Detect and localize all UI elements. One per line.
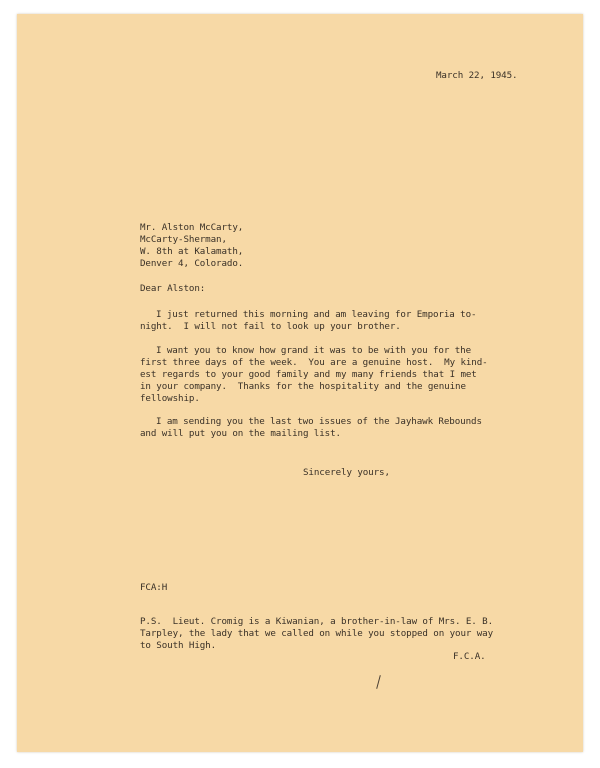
body-line: in your company. Thanks for the hospitality and the genuine: [140, 381, 466, 392]
body-line: and will put you on the mailing list.: [140, 428, 341, 439]
body-line: fellowship.: [140, 393, 200, 404]
postscript-line: to South High.: [140, 640, 217, 651]
body-line: est regards to your good family and my many friends that I met: [140, 369, 477, 380]
address-line: Mr. Alston McCarty,: [140, 222, 244, 233]
body-line: I want you to know how grand it was to be with you for the: [156, 345, 472, 356]
postscript-line: Tarpley, the lady that we called on while you stopped on your way: [140, 628, 494, 639]
closing: Sincerely yours,: [303, 467, 390, 478]
body-line: first three days of the week. You are a genuine host. My kind-: [140, 357, 488, 368]
body-line: I just returned this morning and am leaving for Emporia to-: [156, 309, 477, 320]
signature-initials: F.C.A.: [453, 651, 486, 662]
letter-date: March 22, 1945.: [436, 70, 518, 81]
postscript-line: P.S. Lieut. Cromig is a Kiwanian, a brother-in-law of Mrs. E. B.: [140, 616, 494, 627]
address-line: McCarty-Sherman,: [140, 234, 227, 245]
salutation: Dear Alston:: [140, 283, 206, 294]
body-line: I am sending you the last two issues of the Jayhawk Rebounds: [156, 416, 482, 427]
address-line: Denver 4, Colorado.: [140, 258, 244, 269]
body-line: night. I will not fail to look up your brother.: [140, 321, 401, 332]
address-line: W. 8th at Kalamath,: [140, 246, 244, 257]
typist-initials: FCA:H: [140, 582, 168, 593]
